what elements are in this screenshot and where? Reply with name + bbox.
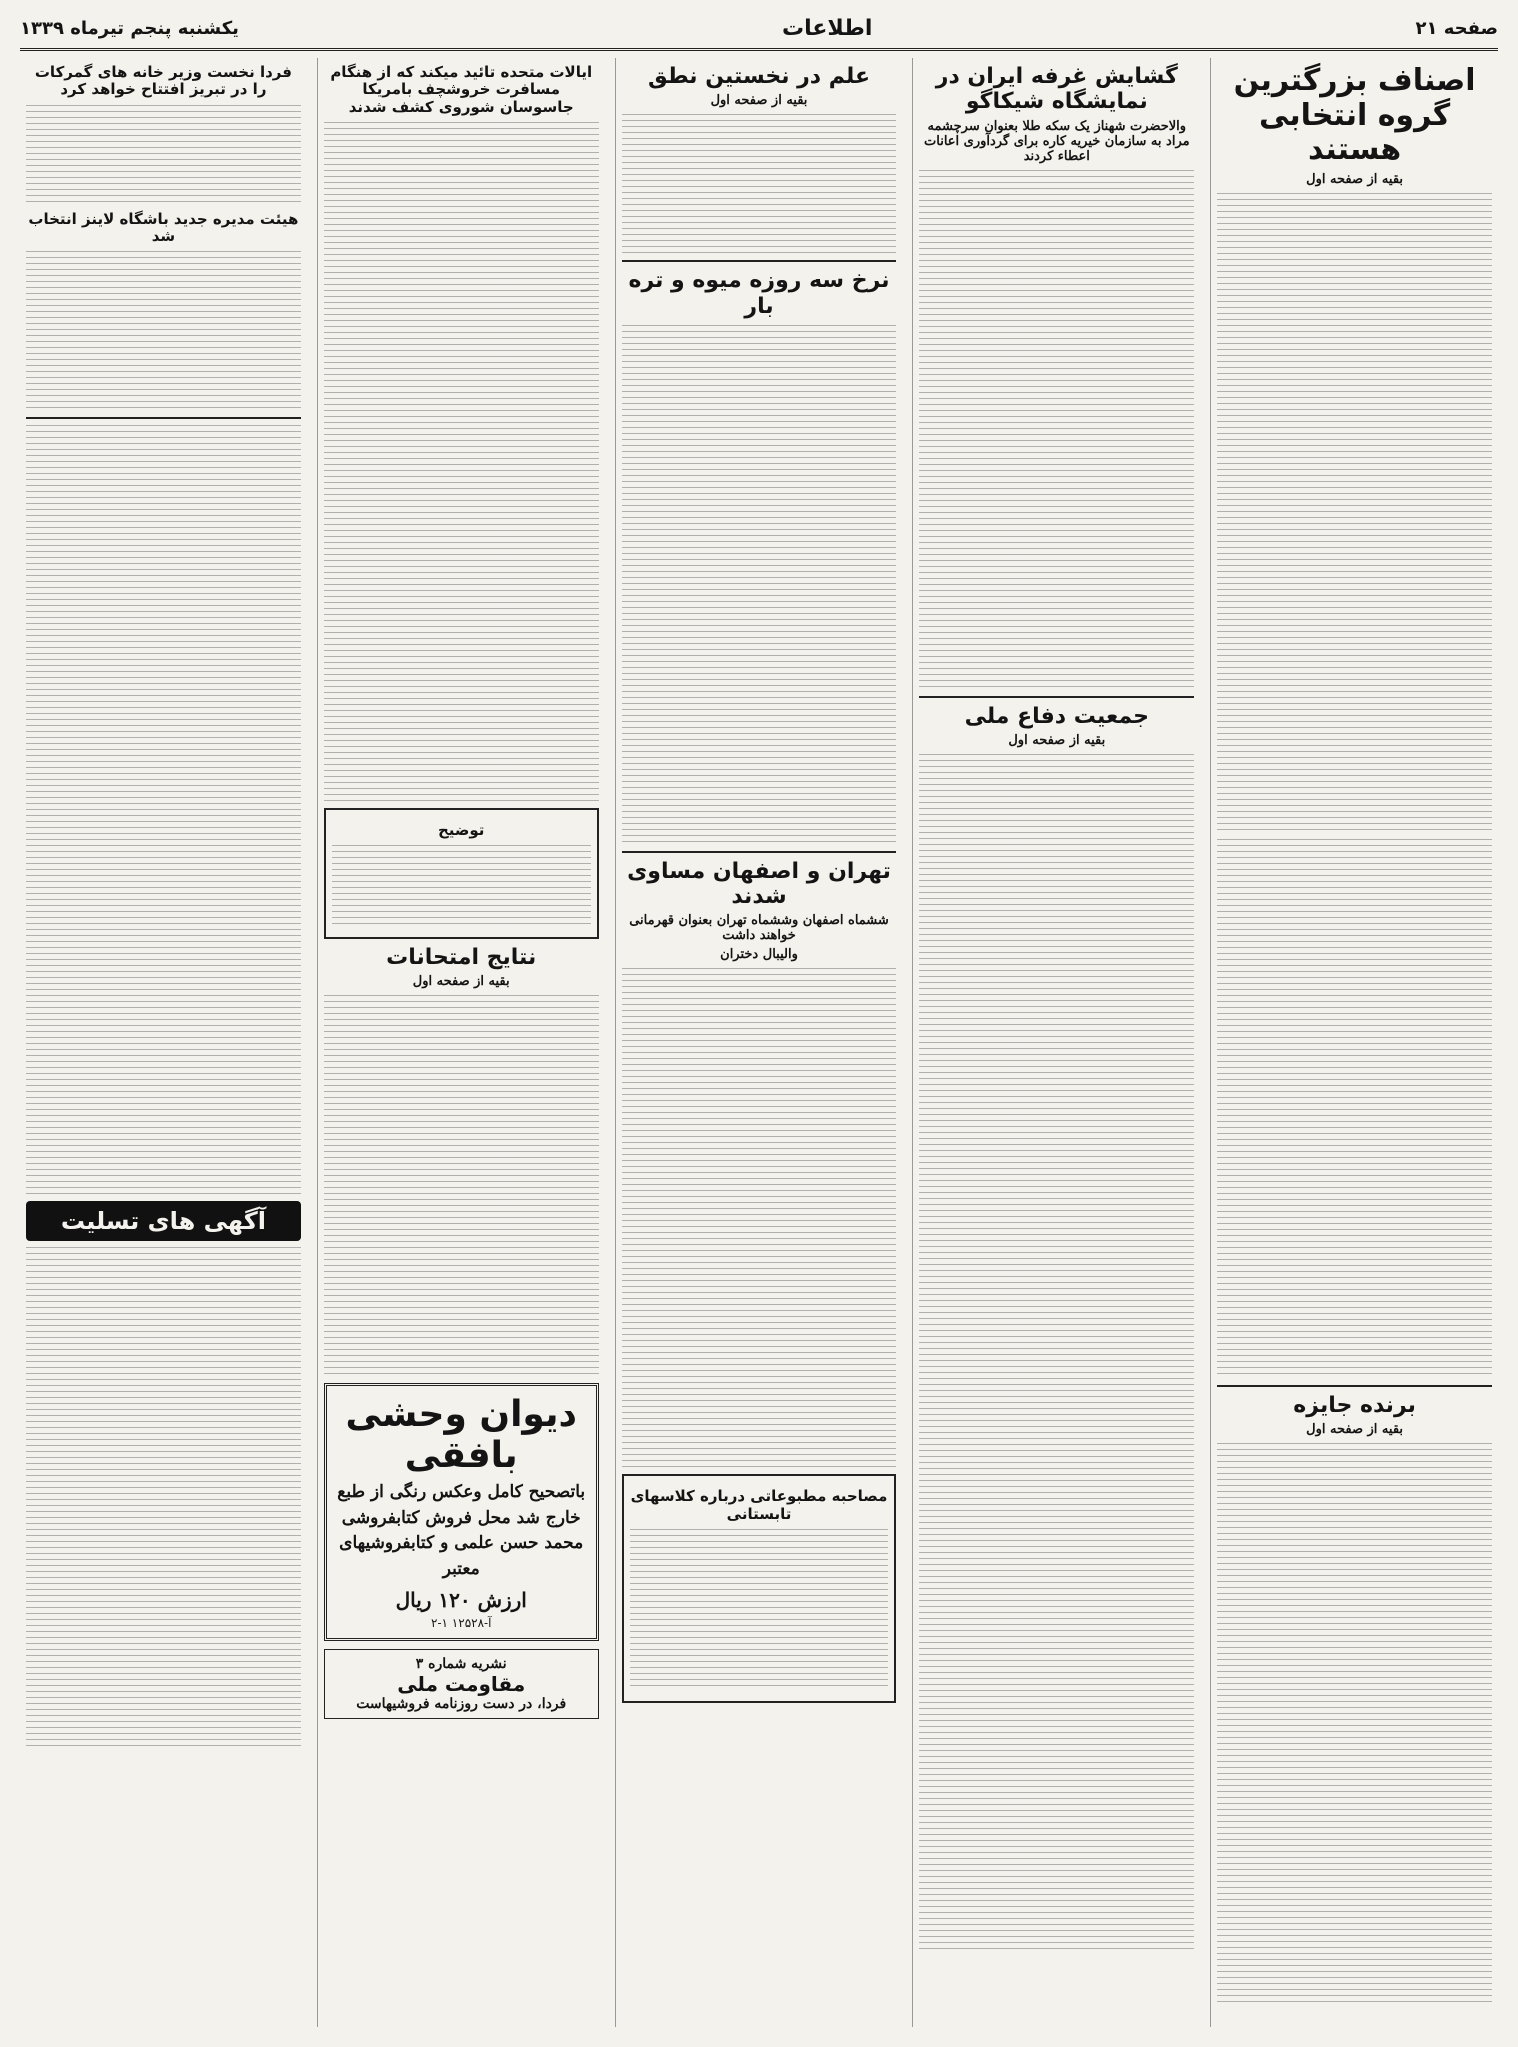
article-text-block xyxy=(622,968,897,1468)
headline-us-spies: ایالات متحده تائید میکند که از هنگام مسافرت خروشچف بامریکا جاسوسان شوروی کشف شدند xyxy=(330,63,593,116)
article-text-block xyxy=(324,122,599,802)
column-5 xyxy=(20,58,307,2027)
jump-line: بقیه از صفحه اول xyxy=(1008,732,1106,748)
notice-line-2: مقاومت ملی xyxy=(397,1672,526,1697)
divider xyxy=(1217,1385,1492,1387)
article-text-block xyxy=(622,114,897,254)
resistance-notice xyxy=(324,1649,599,1719)
article-text-block xyxy=(622,325,897,845)
article-text-block xyxy=(332,845,591,925)
article-text-block xyxy=(1217,839,1492,1379)
column-1 xyxy=(1210,58,1498,2027)
headline-interview: مصاحبه مطبوعاتی درباره کلاسهای تابستانی xyxy=(630,1487,888,1523)
issue-date: یکشنبه پنجم تیرماه ۱۳۳۹ xyxy=(20,17,239,39)
page-number: صفحه ۲۱ xyxy=(1415,17,1498,39)
ad-code: آ-۱۲۵۲۸ ۱-۲ xyxy=(431,1616,492,1631)
notice-line-3: فردا، در دست روزنامه فروشیهاست xyxy=(356,1696,567,1713)
column-3 xyxy=(615,58,903,2027)
headline-guilds: اصناف بزرگترین گروه انتخابی هستند xyxy=(1233,63,1476,167)
subheadline-chicago: والاحضرت شهناز یک سکه طلا بعنوان سرچشمه مراد به سازمان خیریه کاره برای گردآوری اعانات اعطاء کردند xyxy=(924,118,1190,164)
article-text-block xyxy=(1217,193,1492,833)
column-4 xyxy=(317,58,605,2027)
book-ad xyxy=(324,1383,599,1641)
ad-title: دیوان وحشی بافقی xyxy=(345,1394,577,1477)
announcements-block xyxy=(26,1247,301,1747)
headline-national-defense: جمعیت دفاع ملی xyxy=(964,703,1150,729)
article-text-block xyxy=(919,754,1194,1954)
jump-line: بقیه از صفحه اول xyxy=(1306,171,1404,187)
headline-lions-club: هیئت مدیره جدید باشگاه لاینز انتخاب شد xyxy=(28,209,299,245)
headline-prize: برنده جایزه xyxy=(1293,1392,1416,1418)
divider xyxy=(919,696,1194,698)
announcements-block xyxy=(26,425,301,1195)
divider xyxy=(622,851,897,853)
divider xyxy=(622,260,897,262)
headline-chicago-fair: گشایش غرفه ایران در نمایشگاه شیکاگو xyxy=(935,64,1178,115)
subheadline-tehran-isfahan: ششماه اصفهان وششماه تهران بعنوان قهرمانی خواهند داشت xyxy=(629,913,889,944)
headline-alam-speech: علم در نخستین نطق xyxy=(648,64,870,89)
headline-exam-results: نتایج امتحانات xyxy=(386,945,537,970)
notice-box xyxy=(324,808,599,939)
article-text-block xyxy=(26,251,301,411)
article-text-block xyxy=(26,105,301,205)
jump-line: بقیه از صفحه اول xyxy=(1306,1421,1404,1437)
columns xyxy=(20,58,1498,2027)
divider xyxy=(26,417,301,419)
notice-line-1: نشریه شماره ۳ xyxy=(415,1656,507,1673)
article-text-block xyxy=(919,170,1194,690)
headline-customs-tabriz: فردا نخست وزیر خانه های گمرکات را در تبریز افتتاح خواهد کرد xyxy=(34,63,292,99)
jump-line: بقیه از صفحه اول xyxy=(412,974,510,990)
ad-text: باتصحیح کامل وعکس رنگی از طبع خارج شد محل فروش کتابفروشی محمد حسن علمی و کتابفروشیهای معتبر xyxy=(337,1482,586,1579)
section-volleyball: والیبال دختران xyxy=(720,947,798,963)
condolence-banner: آگهی های تسلیت xyxy=(26,1201,301,1241)
article-text-block xyxy=(630,1529,889,1689)
interview-box xyxy=(622,1474,897,1703)
notice-title: توضیح xyxy=(437,820,485,839)
article-text-block xyxy=(324,995,599,1375)
column-2 xyxy=(912,58,1200,2027)
article-text-block xyxy=(1217,1443,1492,2003)
headline-tehran-isfahan: تهران و اصفهان مساوی شدند xyxy=(627,858,891,910)
masthead xyxy=(20,8,1498,51)
headline-produce-prices: نرخ سه روزه میوه و تره بار xyxy=(628,268,890,319)
ad-price: ارزش ۱۲۰ ریال xyxy=(395,1588,527,1613)
paper-name: اطلاعات xyxy=(782,15,873,41)
jump-line: بقیه از صفحه اول xyxy=(710,93,808,109)
